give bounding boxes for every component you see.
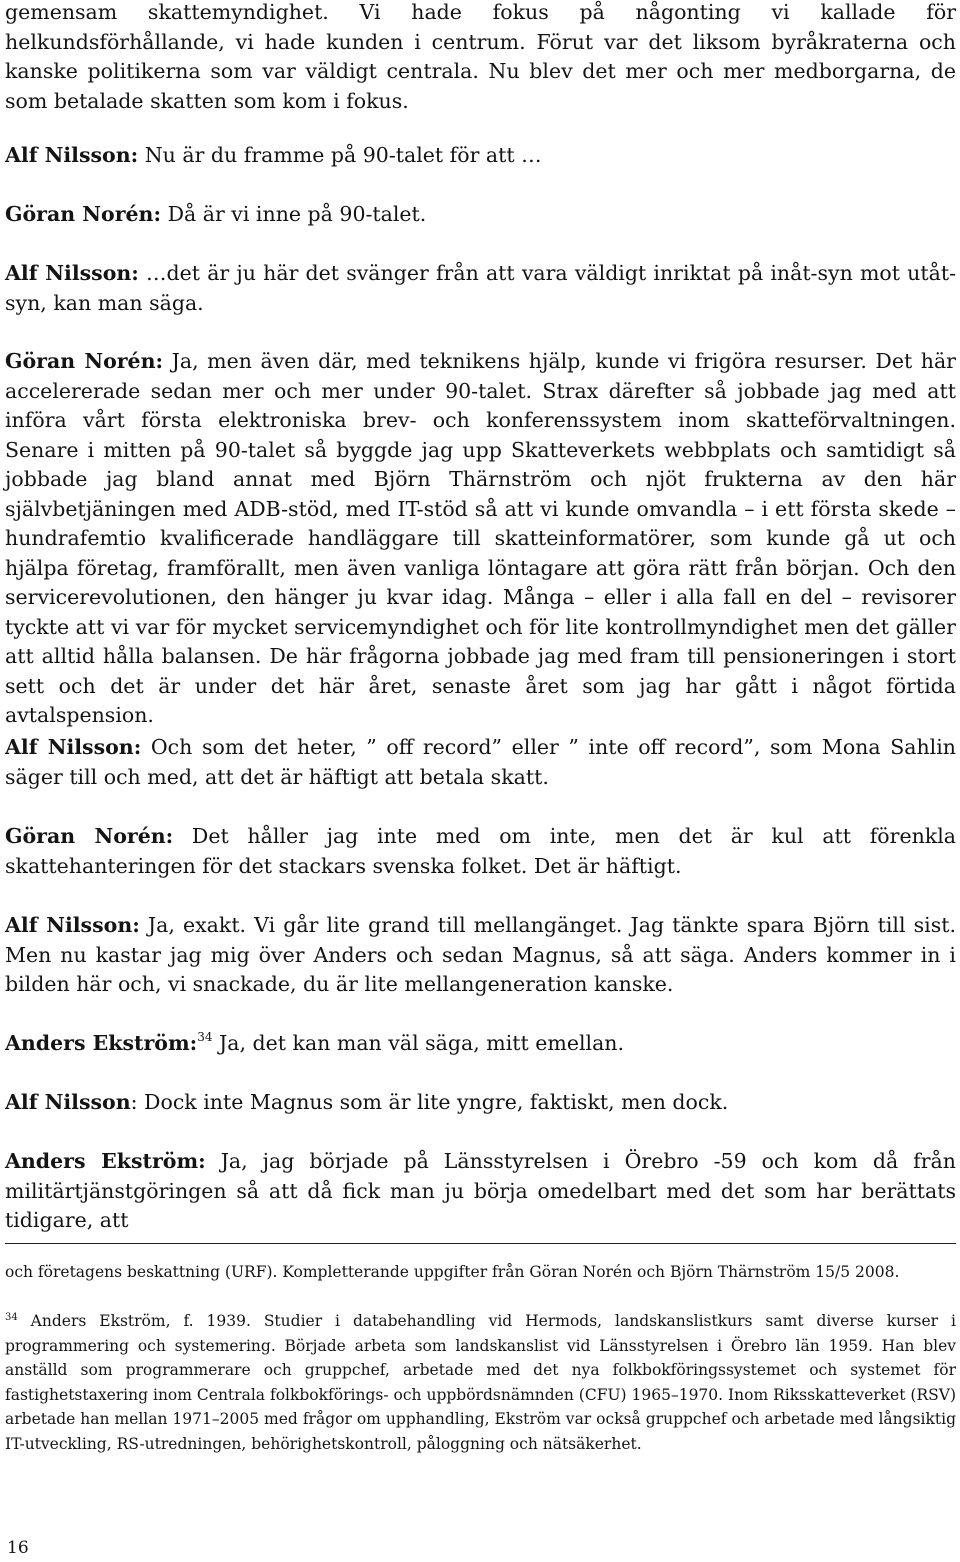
- paragraph-text: …det är ju här det svänger från att vara väldigt inriktat på inåt-syn mot utåt-syn, kan man säga.: [5, 261, 956, 315]
- paragraph-8: [5, 1029, 956, 1059]
- paragraph-0: [5, 0, 956, 116]
- speaker-label: Anders Ekström:: [5, 1031, 198, 1055]
- footnote-text: och företagens beskattning (URF). Kompletterande uppgifter från Göran Norén och Björn Thärnström 15/5 2008.: [5, 1263, 900, 1281]
- page-number: 16: [7, 1538, 29, 1558]
- paragraph-text: gemensam skattemyndighet. Vi hade fokus på någonting vi kallade för helkundsförhållande, vi hade kunden i centrum. Förut var det liksom byråkraterna och kanske politikerna som var väldigt centrala. Nu blev det mer och mer medborgarna, de som betalade skatten som kom i fokus.: [5, 0, 956, 113]
- paragraph-5: [5, 733, 956, 792]
- speaker-label: Alf Nilsson:: [5, 261, 139, 285]
- speaker-label: Göran Norén:: [5, 202, 162, 226]
- paragraph-2: [5, 200, 956, 230]
- footnote-ref[interactable]: 34: [197, 1030, 213, 1044]
- paragraph-text: Ja, det kan man väl säga, mitt emellan.: [212, 1031, 625, 1055]
- paragraph-9: [5, 1088, 956, 1118]
- footnote-34: [5, 1309, 956, 1456]
- footnote-separator: [5, 1243, 956, 1244]
- footnote-number: 34: [5, 1312, 18, 1323]
- paragraph-1: [5, 141, 956, 171]
- paragraph-text: Ja, exakt. Vi går lite grand till mellangänget. Jag tänkte spara Björn till sist. Men nu kastar jag mig över Anders och sedan Magnus, så att säga. Anders kommer in i bilden här och, vi snackade, du är lite mellangeneration kanske.: [5, 913, 956, 996]
- paragraph-text: Nu är du framme på 90-talet för att …: [138, 143, 542, 167]
- speaker-label: Anders Ekström:: [5, 1149, 206, 1173]
- paragraph-text: Ja, men även där, med teknikens hjälp, kunde vi frigöra resurser. Det här accelererade sedan mer och mer under 90-talet. Strax därefter så jobbade jag med att införa vårt första elektroniska brev- och konferenssystem inom skatteförvaltningen. Senare i mitten på 90-talet så byggde jag upp Skatteverkets webbplats och samtidigt så jobbade jag bland annat med Björn Thärnström och njöt frukterna av den här självbetjäningen med ADB-stöd, med IT-stöd så att vi kunde omvandla – i ett första skede – hundrafemtio kvalificerade handläggare till skatteinformatörer, som kunde gå ut och hjälpa företag, framförallt, men även vanliga löntagare att göra rätt från början. Och den servicerevolutionen, den hänger ju kvar idag. Många – eller i alla fall en del – revisorer tyckte att vi var för mycket servicemyndighet och för lite kontrollmyndighet men det gäller att alltid hålla balansen. De här frågorna jobbade jag med fram till pensioneringen i stort sett och det är under det här året, senaste året som jag har gått i något förtida avtalspension.: [5, 349, 956, 727]
- speaker-label: Alf Nilsson:: [5, 913, 140, 937]
- paragraph-6: [5, 822, 956, 881]
- footnote-text: Anders Ekström, f. 1939. Studier i databehandling vid Hermods, landskanslistkurs samt diverse kurser i programmering och systemering. Började arbeta som landskanslist vid Länsstyrelsen i Örebro län 1959. Han blev anställd som programmerare och gruppchef, arbetade med det nya folkbokföringssystemet och systemet för fastighetstaxering inom Centrala folkbokförings- och uppbördsnämnden (CFU) 1965–1970. Inom Riksskatteverket (RSV) arbetade han mellan 1971–2005 med frågor om upphandling, Ekström var också gruppchef och arbetade med långsiktig IT-utveckling, RS-utredningen, behörighetskontroll, påloggning och nätsäkerhet.: [5, 1312, 956, 1453]
- paragraph-7: [5, 911, 956, 1000]
- paragraph-text: Och som det heter, ” off record” eller ” inte off record”, som Mona Sahlin säger till och med, att det är häftigt att betala skatt.: [5, 735, 956, 789]
- paragraph-text: Då är vi inne på 90-talet.: [161, 202, 427, 226]
- speaker-label: Alf Nilsson: [5, 1090, 131, 1114]
- speaker-label: Göran Norén:: [5, 824, 174, 848]
- paragraph-text: Det håller jag inte med om inte, men det är kul att förenkla skattehanteringen för det stackars svenska folket. Det är häftigt.: [5, 824, 956, 878]
- paragraph-text: : Dock inte Magnus som är lite yngre, faktiskt, men dock.: [130, 1090, 729, 1114]
- speaker-label: Alf Nilsson:: [5, 735, 142, 759]
- footnote-continuation: [5, 1260, 956, 1285]
- paragraph-10: [5, 1147, 956, 1236]
- speaker-label: Alf Nilsson:: [5, 143, 139, 167]
- speaker-label: Göran Norén:: [5, 349, 164, 373]
- paragraph-text: Ja, jag började på Länsstyrelsen i Örebro -59 och kom då från militärtjänstgöringen så att då fick man ju börja omedelbart med det som har berättats tidigare, att: [5, 1149, 956, 1232]
- paragraph-3: [5, 259, 956, 318]
- paragraph-4: [5, 347, 956, 731]
